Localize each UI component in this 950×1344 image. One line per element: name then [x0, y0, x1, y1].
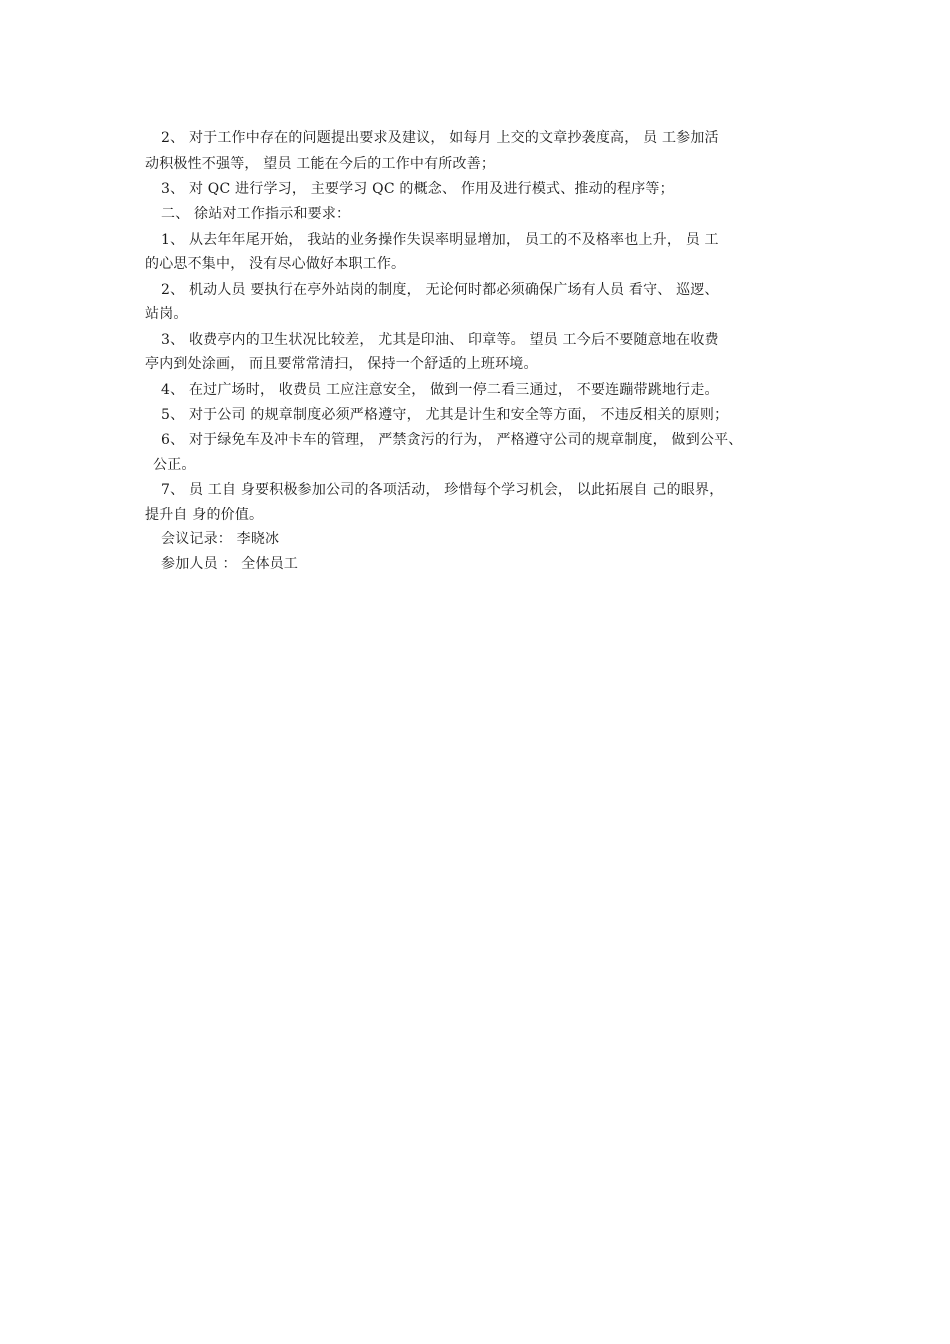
text-line: 站岗。	[145, 306, 188, 322]
text-line: 动积极性不强等， 望员 工能在今后的工作中有所改善；	[145, 156, 496, 172]
text-line: 1、 从去年年尾开始， 我站的业务操作失误率明显增加， 员工的不及格率也上升， 员 工	[161, 232, 719, 248]
text-line: 公正。	[153, 457, 196, 473]
text-line: 4、 在过广场时， 收费员 工应注意安全， 做到一停二看三通过， 不要连蹦带跳地行走。	[161, 382, 719, 398]
text-line: 6、 对于绿免车及冲卡车的管理， 严禁贪污的行为， 严格遵守公司的规章制度， 做到公平、	[161, 432, 743, 448]
attendees: 参加人员 ： 全体员工	[161, 556, 299, 572]
text-line: 3、 对 QC 进行学习， 主要学习 QC 的概念、 作用及进行模式、推动的程序等；	[161, 181, 674, 197]
text-line: 亭内到处涂画， 而且要常常清扫， 保持一个舒适的上班环境。	[145, 356, 538, 372]
text-line: 提升自 身的价值。	[145, 507, 264, 523]
meeting-recorder: 会议记录： 李晓冰	[161, 531, 280, 547]
text-line: 的心思不集中， 没有尽心做好本职工作。	[145, 256, 406, 272]
text-line: 5、 对于公司 的规章制度必须严格遵守， 尤其是计生和安全等方面， 不违反相关的原则；	[161, 407, 729, 423]
section-heading: 二、 徐站对工作指示和要求：	[161, 206, 351, 222]
text-line: 2、 对于工作中存在的问题提出要求及建议， 如每月 上交的文章抄袭度高， 员 工参加活	[161, 130, 719, 146]
text-line: 7、 员 工自 身要积极参加公司的各项活动， 珍惜每个学习机会， 以此拓展自 己的眼界，	[161, 482, 724, 498]
text-line: 3、 收费亭内的卫生状况比较差， 尤其是印油、 印章等。 望员 工今后不要随意地在收费	[161, 332, 719, 348]
text-line: 2、 机动人员 要执行在亭外站岗的制度， 无论何时都必须确保广场有人员 看守、 巡逻、	[161, 282, 719, 298]
